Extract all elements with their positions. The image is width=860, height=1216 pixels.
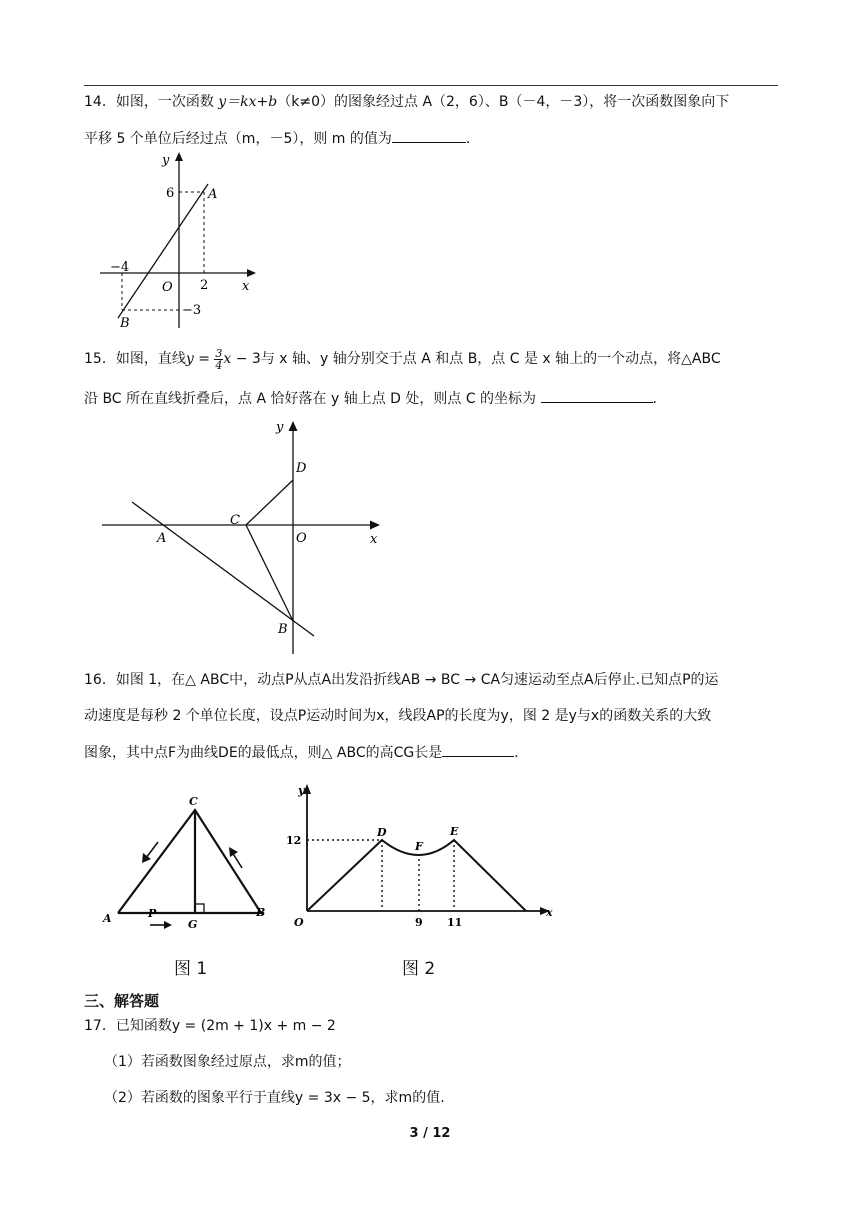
q14-line2: 平移 5 个单位后经过点（m，－5），则 m 的值为 ． xyxy=(84,128,480,149)
header-rule xyxy=(84,85,778,86)
q15-line2: 沿 BC 所在直线折叠后，点 A 恰好落在 y 轴上点 D 处，则点 C 的坐标为 ． xyxy=(84,388,667,409)
q16-fig1-A: A xyxy=(103,912,112,925)
q16-figure2-graph xyxy=(284,780,554,930)
q14-y-label: y xyxy=(162,153,170,168)
q14-figure xyxy=(98,150,258,330)
q16-fig2-x-label: x xyxy=(546,906,553,919)
q14-origin-label: O xyxy=(162,280,173,295)
q14-graph-line xyxy=(118,184,208,318)
page-number: 3 / 12 xyxy=(409,1126,451,1141)
q15-point-D: D xyxy=(296,461,307,476)
q16-answer-blank[interactable] xyxy=(442,742,514,757)
section-heading-3: 三、解答题 xyxy=(84,992,160,1010)
q15-line-AB xyxy=(132,502,314,636)
q16-fig1-G: G xyxy=(188,918,198,931)
q14-x-label: x xyxy=(242,279,250,294)
q16-fig2-origin: O xyxy=(294,916,304,929)
q17-stem: 17．已知函数y = (2m + 1)x + m − 2 xyxy=(84,1018,336,1034)
q15-line1: 15．如图，直线y = $\frac{3}{4}$ x − 3与 x 轴、y 轴分别交于点 A 和点 B，点 C 是 x 轴上的一个动点，将△ABC xyxy=(84,346,721,372)
q15-x-label: x xyxy=(370,532,378,547)
q15-segment-CB xyxy=(246,525,293,621)
q16-fig2-caption: 图 2 xyxy=(402,959,436,979)
q14-answer-blank[interactable] xyxy=(392,128,466,143)
q17-part1: （1）若函数图象经过原点，求m的值； xyxy=(104,1054,351,1070)
q14-tick-neg4: −4 xyxy=(110,260,130,275)
q15-point-A: A xyxy=(157,531,167,546)
q14-point-A: A xyxy=(208,187,218,202)
q14-tick-6: 6 xyxy=(166,186,175,201)
q16-fig2-y-label: y xyxy=(298,784,305,797)
q16-fig2-tick-12: 12 xyxy=(286,834,302,847)
q15-segment-CD xyxy=(246,480,293,525)
q14-tick-neg3: −3 xyxy=(182,303,202,318)
q17-part2: （2）若函数的图象平行于直线y = 3x − 5，求m的值. xyxy=(104,1090,445,1106)
q16-line1: 16．如图 1，在△ ABC中，动点P从点A出发沿折线AB → BC → CA匀速运动至点A后停止.已知点P的运 xyxy=(84,672,719,688)
q16-line2: 动速度是每秒 2 个单位长度，设点P运动时间为x，线段AP的长度为y，图 2 是y与x的函数关系的大致 xyxy=(84,708,712,724)
q16-line3: 图象，其中点F为曲线DE的最低点，则△ ABC的高CG长是 ． xyxy=(84,742,528,763)
q16-fig2-D: D xyxy=(377,826,387,839)
q16-fig1-P: P xyxy=(148,907,157,920)
q14-tick-2: 2 xyxy=(200,278,209,293)
q16-fig2-E: E xyxy=(450,825,459,838)
q15-origin-label: O xyxy=(296,531,307,546)
q14-point-B: B xyxy=(120,316,130,331)
q16-figure1-triangle xyxy=(102,790,272,940)
q15-point-B: B xyxy=(278,622,288,637)
q16-fig2-tick-11: 11 xyxy=(447,916,463,929)
q15-point-C: C xyxy=(230,513,240,528)
q16-fig2-F: F xyxy=(415,840,423,853)
q16-fig1-B: B xyxy=(256,906,266,919)
q16-fig2-tick-9: 9 xyxy=(415,916,423,929)
q16-fig1-C: C xyxy=(189,795,198,808)
q15-slope-fraction: $\frac{3}{4}$ xyxy=(215,346,223,372)
q15-y-label: y xyxy=(276,420,284,435)
q15-answer-blank[interactable] xyxy=(541,388,653,403)
q14-line1: 14．如图，一次函数 y＝kx+b（k≠0）的图象经过点 A（2，6）、B（－4，－3），将一次函数图象向下 xyxy=(84,94,730,110)
q15-figure xyxy=(100,418,390,658)
q16-fig1-caption: 图 1 xyxy=(174,959,208,979)
